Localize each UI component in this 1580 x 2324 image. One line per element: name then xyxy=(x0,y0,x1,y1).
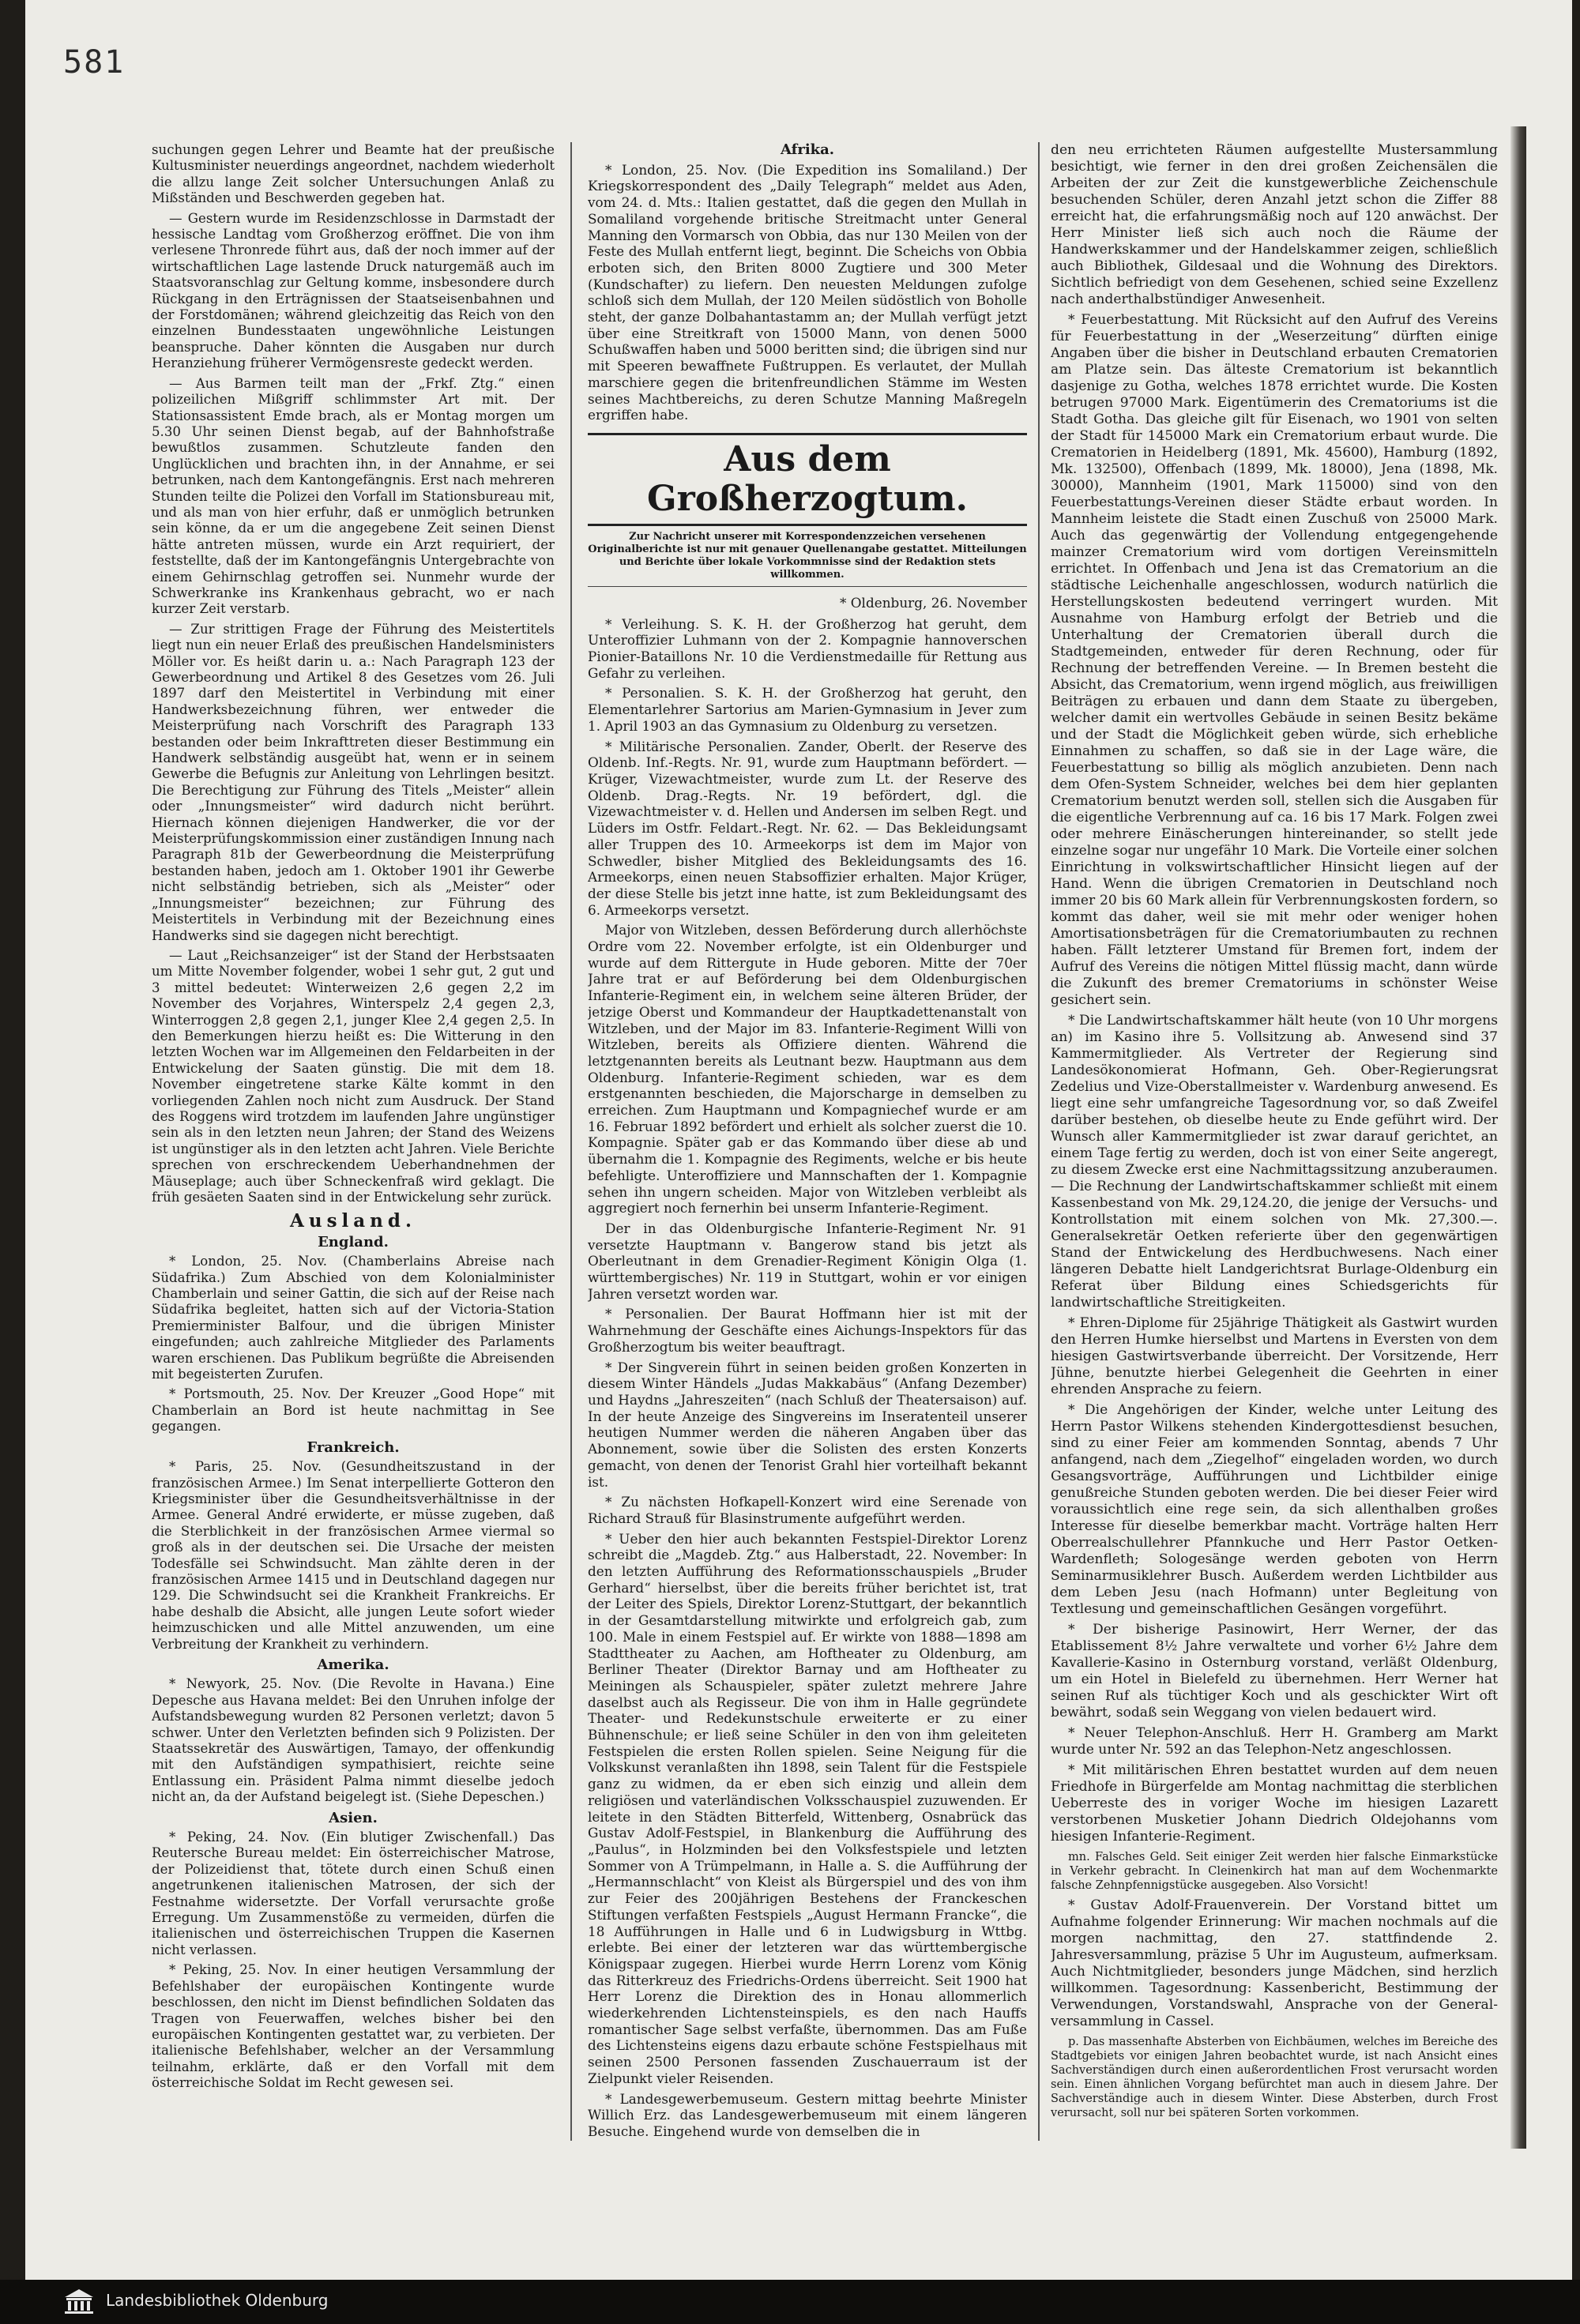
subheading-afrika: Afrika. xyxy=(780,142,835,158)
article-paragraph: — Laut „Reichsanzeiger“ ist der Stand der Herbstsaaten um Mitte November folgender, wobei 1 sehr gut, 2 gut und 3 mittel bedeutet: Winterweizen 2,6 gegen 2,2 im November des Vorjahres, Winterspelz 2,4 gegen 2,3, Winterroggen 2,8 gegen 2,1, junger Klee 2,4 gegen 2,5. In den Bemerkungen hierzu heißt es: Die Witterung in den letzten Wochen war im Allgemeinen den Feldarbeiten in der Entwickelung der Saaten günstig. Die mit dem 18. November eingetretene starke Kälte kommt in den vorliegenden Zahlen noch nicht zum Ausdruck. Der Stand des Roggens wird trotzdem im laufenden Jahre ungünstiger sein als in den letzten neun Jahren; der Stand des Weizens ist ungünstiger als in den letzten acht Jahren. Viele Berichte sprechen von erschreckendem Ueberhandnehmen der Mäuseplage; auch über Schneckenfraß wird geklagt. Die früh gesäeten Saaten sind in der Entwickelung sehr zurück. xyxy=(152,947,555,1205)
article-paragraph: * Peking, 24. Nov. (Ein blutiger Zwischenfall.) Das Reutersche Bureau meldet: Ein österreichischer Matrose, der Polizeidienst that, tötete durch einen Schuß einen angetrunkenen italienischen Matrosen, der sich der Festnahme widersetzte. Der Vorfall verursachte große Erregung. Um Zusammenstöße zu vermeiden, dürfen die italienischen und österreichischen Truppen die Kasernen nicht verlassen. xyxy=(152,1829,555,1957)
article-paragraph: * Landesgewerbemuseum. Gestern mittag beehrte Minister Willich Erz. das Landesgewerbemuseum mit einem längeren Besuche. Eingehend wurde von demselben die in xyxy=(588,2090,1027,2139)
article-paragraph: * Portsmouth, 25. Nov. Der Kreuzer „Good Hope“ mit Chamberlain an Bord ist heute nachmittag in See gegangen. xyxy=(152,1386,555,1435)
article-paragraph: * Ehren-Diplome für 25jährige Thätigkeit als Gastwirt wurden den Herren Humke hierselbst und Martens in Eversten von dem hiesigen Gastwirtsverbande überreicht. Der Vorsitzende, Herr Jühne, benutzte hierbei Gelegenheit die Geehrten in einer ehrenden Ansprache zu feiern. xyxy=(1051,1315,1498,1397)
article-paragraph-small: p. Das massenhafte Absterben von Eichbäumen, welches im Bereiche des Stadtgebiets vor einigen Jahren beobachtet wurde, ist nach Ansicht eines Sachverständigen durch einen außerordentlichen Frost verursacht worden sein. Einen ähnlichen Vorgang befürchtet man auch in diesem Jahre. Der Sachverständige auch in diesem Winter. Diese Absterben, durch Frost verursacht, soll nur bei späteren Sorten vorkommen. xyxy=(1051,2036,1498,2119)
article-paragraph: * Der Singverein führt in seinen beiden großen Konzerten in diesem Winter Händels „Judas Makkabäus“ (Anfang Dezember) und Haydns „Jahreszeiten“ (nach Schluß der Theatersaison) auf. In der heute Anzeige des Singvereins im Inseratenteil unserer heutigen Nummer werden die näheren Angaben über das Abonnement, sowie über die Solisten des ersten Konzerts gemacht, von denen der Tenorist Grahl hier vorteilhaft bekannt ist. xyxy=(588,1359,1027,1490)
article-paragraph: * Personalien. Der Baurat Hoffmann hier ist mit der Wahrnehmung der Geschäfte eines Aichungs-Inspektors für das Großherzogtum bis weiter beauftragt. xyxy=(588,1306,1027,1355)
section-heading-ausland: Ausland. xyxy=(290,1210,416,1232)
article-paragraph: * Zu nächsten Hofkapell-Konzert wird eine Serenade von Richard Strauß für Blasinstrumente aufgeführt werden. xyxy=(588,1494,1027,1526)
article-paragraph: den neu errichteten Räumen aufgestellte Mustersammlung besichtigt, wie ferner in den drei großen Zeichensälen die Arbeiten der zur Zeit die kunstgewerbliche Zeichenschule besuchenden Schüler, deren Anzahl jetzt schon die Ziffer 88 erreicht hat, die erfahrungsmäßig noch auf 120 anwächst. Der Herr Minister ließ sich auch noch die Räume der Handwerkskammer und der Handelskammer zeigen, schließlich auch Bibliothek, Gildesaal und die Wohnung des Direktors. Sichtlich befriedigt von dem Gesehenen, schied seine Exzellenz nach anderthalbstündiger Anwesenheit. xyxy=(1051,142,1498,307)
article-paragraph: — Gestern wurde im Residenzschlosse in Darmstadt der hessische Landtag vom Großherzog eröffnet. Die von ihm verlesene Thronrede führt aus, daß der noch immer auf der wirtschaftlichen Lage lastende Druck naturgemäß auch im Staatsvoranschlag zur Geltung komme, insbesondere durch Rückgang in den Erträgnissen der Staatseisenbahnen und der Forstdomänen; während gleichzeitig das Reich von den einzelnen Bundesstaaten ungewöhnliche Leistungen beanspruche. Daher könnten die Ausgaben nur durch Heranziehung früherer Vermögensreste gedeckt werden. xyxy=(152,210,555,371)
article-paragraph: * Die Landwirtschaftskammer hält heute (von 10 Uhr morgens an) im Kasino ihre 5. Vollsitzung ab. Anwesend sind 37 Kammermitglieder. Als Vertreter der Regierung sind Landesökonomierat Hofmann, Geh. Ober-Regierungsrat Zedelius und Vize-Oberstallmeister v. Wardenburg anwesend. Es liegt eine sehr umfangreiche Tagesordnung vor, so daß Zweifel darüber bestehen, ob dieselbe heute zu Ende geführt wird. Der Wunsch aller Kammermitglieder ist zwar darauf gerichtet, an einem Tage fertig zu werden, doch ist von einer Seite angeregt, zu diesem Zwecke erst eine Nachmittagssitzung anzuberaumen. — Die Rechnung der Landwirtschaftskammer schließt mit einem Kassenbestand von Mk. 29,124.20, die jenige der Versuchs- und Kontrollstation mit einem solchen von Mk. 27,300.—. Generalsekretär Oetken referierte über den gegenwärtigen Stand der Entwickelung des Herdbuchwesens. Nach einer längeren Debatte hielt Landgerichtsrat Burlage-Oldenburg ein Referat über Bildung eines Schiedsgerichts für landwirtschaftliche Streitigkeiten. xyxy=(1051,1013,1498,1311)
article-paragraph: * London, 25. Nov. (Die Expedition ins Somaliland.) Der Kriegskorrespondent des „Daily Telegraph“ meldet aus Aden, vom 24. d. Mts.: Italien gestattet, daß die gegen den Mullah in Somaliland vorgehende britische Streitmacht unter General Manning den Vormarsch von Obbia, das nur 130 Meilen von der Feste des Mullah entfernt liegt, beginnt. Die Scheichs von Obbia erboten sich, den Briten 8000 Zugtiere und 300 Meter (Kundschafter) zu liefern. Den neuesten Meldungen zufolge schloß sich dem Mullah, der 120 Meilen südöstlich von Boholle steht, der ganze Dolbahantastamm an; der Mullah verfügt jetzt über eine Streitkraft von 15000 Mann, von denen 5000 Schußwaffen haben und 5000 beritten sind; die übrigen sind nur mit Speeren bewaffnete Fußtruppen. Es verlautet, der Mullah marschiere gegen die britenfreundlichen Stämme im Westen seines Machtbereichs, zu deren Schutze Manning Maßregeln ergriffen habe. xyxy=(588,161,1027,423)
subheading-england: England. xyxy=(318,1233,389,1250)
article-paragraph: — Aus Barmen teilt man der „Frkf. Ztg.“ einen polizeilichen Mißgriff schlimmster Art mit. Der Stationsassistent Emde brach, als er Montag morgen um 5.30 Uhr seinen Dienst begab, auf der Bahnhofstraße bewußtlos zusammen. Schutzleute fanden den Unglücklichen und brachten ihn, in der Annahme, er sei betrunken, nach dem Kantongefängnis. Erst nach mehreren Stunden teilte die Polizei den Vorfall im Stationsbureau mit, und als man von hier erfuhr, daß er unmöglich betrunken sein könne, da er um die angegebene Zeit seinen Dienst hätte antreten müssen, wurde ein Arzt requiriert, der feststellte, daß der im Kantongefängnis Untergebrachte von einem Gehirnschlag getroffen sei. Nunmehr wurde der Schwerkranke ins Krankenhaus gebracht, wo er nach kurzer Zeit verstarb. xyxy=(152,375,555,617)
column-2 xyxy=(588,142,1027,2141)
section-title-grossherzogtum: Aus dem Großherzogtum. xyxy=(588,433,1027,526)
article-paragraph: * London, 25. Nov. (Chamberlains Abreise nach Südafrika.) Zum Abschied von dem Kolonialminister Chamberlain und seiner Gattin, die sich auf der Reise nach Südafrika begleitet, hatten sich auf der Victoria-Station Premierminister Balfour, und die übrigen Minister eingefunden; auch zahlreiche Mitglieder des Parlaments waren erschienen. Das Publikum begrüßte die Abreisenden mit begeisterten Zurufen. xyxy=(152,1254,555,1382)
article-paragraph: * Neuer Telephon-Anschluß. Herr H. Gramberg am Markt wurde unter Nr. 592 an das Telephon-Netz angeschlossen. xyxy=(1051,1725,1498,1758)
article-paragraph: * Militärische Personalien. Zander, Oberlt. der Reserve des Oldenb. Inf.-Regts. Nr. 91, wurde zum Hauptmann befördert. — Krüger, Vizewachtmeister, wurde zum Lt. der Reserve des Oldenb. Drag.-Regts. Nr. 19 befördert, dgl. die Vizewachtmeister v. d. Hellen und Andersen im selben Regt. und Lüders im Ostfr. Feldart.-Regt. Nr. 62. — Das Bekleidungsamt aller Truppen des 10. Armeekorps ist dem im Major von Schwedler, bisher Mitglied des Bekleidungsamts des 16. Armeekorps, einen neuen Stabsoffizier erhalten. Major Krüger, der diese Stelle bis jetzt inne hatte, ist zum Bekleidungsamt des 6. Armeekorps versetzt. xyxy=(588,738,1027,918)
library-name: Landesbibliothek Oldenburg xyxy=(106,2291,329,2310)
article-paragraph: Major von Witzleben, dessen Beförderung durch allerhöchste Ordre vom 22. November erfolgte, ist ein Oldenburger und wurde auf dem Rittergute in Hude geboren. Mitte der 70er Jahre trat er auf Beförderung bei dem Oldenburgischen Infanterie-Regiment ein, in welchem seine älteren Brüder, der jetzige Oberst und Kommandeur der Hauptkadettenanstalt von Witzleben, und der Major im 83. Infanterie-Regiment Willi von Witzleben, bereits als Offiziere dienten. Während die letztgenannten bereits als Leutnant bezw. Hauptmann aus dem Oldenburg. Infanterie-Regiment schieden, war es dem erstgenannten beschieden, die Majorscharge in demselben zu erreichen. Zum Hauptmann und Kompagniechef wurde er am 16. Februar 1892 befördert und erhielt als solcher zuerst die 10. Kompagnie. Später gab er das Kommando über diese ab und übernahm die 1. Kompagnie des Regiments, welche er bis heute befehligte. Unteroffiziere und Mannschaften der 1. Kompagnie sehen ihn ungern scheiden. Major von Witzleben verbleibt als aggregiert noch fernerhin bei unserm Infanterie-Regiment. xyxy=(588,922,1027,1217)
subheading-frankreich: Frankreich. xyxy=(307,1438,400,1456)
subheading-asien: Asien. xyxy=(329,1809,378,1826)
article-paragraph: * Feuerbestattung. Mit Rücksicht auf den Aufruf des Vereins für Feuerbestattung in der „Weserzeitung“ dürften einige Angaben über die bisher in Deutschland erbauten Crematorien am Platze sein. Das älteste Crematorium ist bekanntlich dasjenige zu Gotha, welches 1878 errichtet wurde. Die Kosten betrugen 97000 Mark. Eigentümerin des Crematoriums ist die Stadt Gotha. Das gleiche gilt für Eisenach, wo 1901 von selten der Stadt für 145000 Mark ein Crematorium erbaut wurde. Die Crematorien in Heidelberg (1891, Mk. 45600), Hamburg (1892, Mk. 132500), Offenbach (1899, Mk. 18000), Jena (1898, Mk. 30000), Mannheim (1901, Mark 115000) sind von den Feuerbestattungs-Vereinen dieser Städte erbaut worden. In Mannheim leistete die Stadt einen Zuschuß von 25000 Mark. Auch das gegenwärtig der Vollendung entgegengehende mainzer Crematorium wird vom dortigen Vereinsmitteln errichtet. In Offenbach und Jena ist das Crematorium an die städtische Leichenhalle angeschlossen, wodurch natürlich die Herstellungskosten bedeutend verringert wurden. Mit Ausnahme von Hamburg erfolgt der Betrieb und die Unterhaltung der Crematorien überall durch die Stadtgemeinden, entweder für deren Rechnung, oder für Rechnung der betreffenden Vereine. — In Bremen besteht die Absicht, das Crematorium, wenn irgend möglich, aus freiwilligen Beiträgen zu erbauen und dann dem Staate zu übergeben, welcher damit ein wertvolles Gebäude in seinen Besitz bekäme und der Stadt die Möglichkeit geben würde, sich erhebliche Einnahmen zu schaffen, so daß sie in der Lage wäre, die Feuerbestattung so billig als möglich anzubieten. Denn nach dem Ofen-System Schneider, welches bei dem hier geplanten Crematorium benutzt werden soll, stellen sich die Ausgaben für die eigentliche Verbrennung auf ca. 16 bis 17 Mark. Folgen zwei oder mehrere Einäscherungen hintereinander, so stellt jede einzelne sogar nur ungefähr 10 Mark. Die Vorteile einer solchen Einrichtung in volkswirtschaftlicher Hinsicht liegen auf der Hand. Wenn die übrigen Crematorien in Deutschland noch immer 20 bis 60 Mark allein für Verbrennungskosten fordern, so kommt das daher, weil sie mit mehr oder weniger hohen Amortisationsbeträgen für die Crematoriumbauten zu rechnen haben. Fällt letzterer Umstand für Bremen fort, indem der Aufruf des Vereins die nötigen Mittel flüssig macht, dann würde die Zukunft des bremer Crematoriums in schönster Weise gesichert sein. xyxy=(1051,312,1498,1008)
article-paragraph: * Verleihung. S. K. H. der Großherzog hat geruht, dem Unteroffizier Luhmann von der 2. Kompagnie hannoverschen Pionier-Bataillons Nr. 10 die Verdienstmedaille für Rettung aus Gefahr zu verleihen. xyxy=(588,615,1027,681)
article-paragraph: * Paris, 25. Nov. (Gesundheitszustand in der französischen Armee.) Im Senat interpellierte Gotteron den Kriegsminister über die Gesundheitsverhältnisse in der Armee. General André erwiderte, er müsse zugeben, daß die Sterblichkeit in der französischen Armee viermal so groß als in der deutschen sei. Die Ursache der meisten Todesfälle sei Schwindsucht. Man zählte deren in der französischen Armee 1415 und in Deutschland dagegen nur 129. Die Schwindsucht sei die Krankheit Frankreichs. Er habe deshalb die Absicht, alle jungen Leute sofort wieder heimzuschicken und alle Mittel anzuwenden, um eine Verbreitung der Krankheit zu verhindern. xyxy=(152,1459,555,1652)
editorial-notice: Zur Nachricht unserer mit Korrespondenzzeichen versehenen Originalberichte ist nur mit genauer Quellenangabe gestattet. Mitteilungen und Berichte über lokale Vorkommnisse sind der Redaktion stets willkommen. xyxy=(588,531,1027,587)
article-paragraph: * Ueber den hier auch bekannten Festspiel-Direktor Lorenz schreibt die „Magdeb. Ztg.“ aus Halberstadt, 22. November: In den letzten Aufführung des Reformationsschauspiels „Bruder Gerhard“ hierselbst, über die bereits früher berichtet ist, trat der Leiter des Spiels, Direktor Lorenz-Stuttgart, der bekanntlich in der Gesamtdarstellung mitwirkte und erfolgreich gab, zum 100. Male in einem Festspiel auf. Er wirkte von 1888—1898 am Stadttheater zu Aachen, am Hoftheater zu Oldenburg, am Berliner Theater (Direktor Barnay und am Hoftheater zu Meiningen als Schauspieler, später zuletzt mehrere Jahre daselbst auch als Regisseur. Die von ihm in Halle gegründete Theater- und Redekunstschule erweiterte er zu einer Bühnenschule; er ließ seine Schüler in den von ihm geleiteten Festspielen die ersten Rollen spielen. Seine Neigung für die Volkskunst veranlaßten ihn 1898, sein Talent für die Festspiele ganz zu widmen, da er eben sich einzig und allein dem religiösen und vaterländischen Volksschauspiel zuzuwenden. Er leitete in den Städten Bitterfeld, Wittenberg, Osnabrück das Gustav Adolf-Festspiel, in Blankenburg die Aufführung des „Paulus“, in Holzminden bei den Volksfestspiele und letzten Sommer von A Trümpelmann, in Halle a. S. die Aufführung der „Hermannschlacht“ von Kleist als Bürgerspiel und des von ihm zur Feier des 200jährigen Bestehens der Franckeschen Stiftungen verfaßten Festspiels „August Hermann Francke“, die 18 Aufführungen in Halle und 6 in Ludwigsburg in Wttbg. erlebte. Bei einer der letzteren war das württembergische Königspaar zugegen. Hierbei wurde Herrn Lorenz vom König das Ritterkreuz des Friedrichs-Ordens überreicht. Seit 1900 hat Herr Lorenz die Direktion des in Honau allommerlich wiederkehrenden Lichtensteinspiels, es den nach Hauffs romantischer Sage selbst verfaßte, übernommen. Das am Fuße des Lichtensteins eigens dazu erbaute schöne Festspielhaus mit seinen 2500 Personen fassenden Zuschauerraum ist der Zielpunkt vieler Reisenden. xyxy=(588,1530,1027,2086)
page-number: 581 xyxy=(63,44,126,81)
column-1 xyxy=(152,142,555,2133)
article-paragraph: suchungen gegen Lehrer und Beamte hat der preußische Kultusminister neuerdings angeordnet, nachdem wiederholt die allzu lange Zeit solcher Untersuchungen Anlaß zu Mißständen und Beschwerden gegeben hat. xyxy=(152,142,555,206)
column-rule-right xyxy=(1038,142,1040,2141)
article-paragraph: * Mit militärischen Ehren bestattet wurden auf dem neuen Friedhofe in Bürgerfelde am Montag nachmittag die sterblichen Ueberreste des in voriger Woche im hiesigen Lazarett verstorbenen Musketier Johann Diedrich Oldejohanns vom hiesigen Infanterie-Regiment. xyxy=(1051,1762,1498,1845)
dateline: * Oldenburg, 26. November xyxy=(839,594,1027,611)
article-paragraph: Der in das Oldenburgische Infanterie-Regiment Nr. 91 versetzte Hauptmann v. Bangerow stand bis jetzt als Oberleutnant in dem Grenadier-Regiment Königin Olga (1. württembergisches) Nr. 119 in Stuttgart, wohin er vor einigen Jahren versetzt worden war. xyxy=(588,1220,1027,1302)
article-paragraph-small: mn. Falsches Geld. Seit einiger Zeit werden hier falsche Einmarkstücke in Verkehr gebracht. In Cleinenkirch hat man auf dem Wochenmarkte falsche Zehnpfennigstücke ausgegeben. Also Vorsicht! xyxy=(1051,1851,1498,1892)
library-building-icon xyxy=(63,2288,95,2315)
column-rule-left xyxy=(570,142,572,2141)
article-paragraph: * Gustav Adolf-Frauenverein. Der Vorstand bittet um Aufnahme folgender Erinnerung: Wir machen nochmals auf die morgen nachmittag, den 27. stattfindende 2. Jahresversammlung, präzise 5 Uhr im Augusteum, aufmerksam. Auch Nichtmitglieder, besonders junge Mädchen, sind herzlich willkommen. Tagesordnung: Kassenbericht, Bestimmung der Verwendungen, Vorstandswahl, Ansprache von der General-versammlung in Cassel. xyxy=(1051,1897,1498,2029)
column-3 xyxy=(1051,142,1498,2141)
article-paragraph: * Peking, 25. Nov. In einer heutigen Versammlung der Befehlshaber der europäischen Kontingente wurde beschlossen, den nicht im Dienst befindlichen Soldaten das Tragen von Feuerwaffen, welches bisher bei den europäischen Kontingenten gestattet war, zu verbieten. Der italienische Befehlshaber, welcher an der Versammlung teilnahm, erklärte, daß er den Vorfall mit dem österreichische Soldat im Recht gewesen sei. xyxy=(152,1962,555,2091)
subheading-amerika: Amerika. xyxy=(317,1656,389,1673)
page-gutter-shadow xyxy=(1510,126,1526,2149)
article-paragraph: * Der bisherige Pasinowirt, Herr Werner, der das Etablissement 8½ Jahre verwaltete und vorher 6½ Jahre dem Kavallerie-Kasino in Osternburg vorstand, verläßt Oldenburg, um ein Hotel in Bielefeld zu übernehmen. Herr Werner hat seinen Ruf als tüchtiger Koch und als geschickter Wirt oft bewährt, sodaß sein Weggang von vielen bedauert wird. xyxy=(1051,1622,1498,1720)
article-paragraph: * Personalien. S. K. H. der Großherzog hat geruht, den Elementarlehrer Sartorius am Marien-Gymnasium in Jever zum 1. April 1903 an das Gymnasium zu Oldenburg zu versetzen. xyxy=(588,685,1027,734)
article-paragraph: * Die Angehörigen der Kinder, welche unter Leitung des Herrn Pastor Wilkens stehenden Kindergottesdienst besuchen, sind zu einer Feier am kommenden Sonntag, abends 7 Uhr anfangend, nach dem „Ziegelhof“ eingeladen worden, wo durch Gesangsvorträge, Aufführungen und Lichtbilder einige genußreiche Stunden geboten werden. Die bei dieser Feier wird voraussichtlich eine rege sein, da sich allenthalben großes Interesse für dieselbe bemerkbar macht. Vorträge halten Herr Oberrealschullehrer Pfannkuche und Herr Pastor Oetken-Wardenfleth; Sologesänge werden geboten von Herrn Seminarmusiklehrer Busch. Außerdem werden Lichtbilder aus dem Leben Jesu (nach Hofmann) unter Begleitung von Textlesung und gemeinschaftlichen Gesängen vorgeführt. xyxy=(1051,1402,1498,1617)
article-paragraph: — Zur strittigen Frage der Führung des Meistertitels liegt nun ein neuer Erlaß des preußischen Handelsministers Möller vor. Es heißt darin u. a.: Nach Paragraph 123 der Gewerbeordnung und Artikel 8 des Gesetzes vom 26. Juli 1897 darf den Meistertitel in Verbindung mit einer Handwerksbezeichnung führen, wer entweder die Meisterprüfung nach Vorschrift des Paragraph 133 bestanden oder beim Inkrafttreten dieser Bestimmung ein Handwerk selbständig ausgeübt hat, wenn er in seinem Gewerbe die Befugnis zur Anleitung von Lehrlingen besitzt. Die Berechtigung zur Führung des Titels „Meister“ allein oder „Innungsmeister“ wird dadurch nicht berührt. Hiernach können diejenigen Handwerker, die vor der Meisterprüfungskommission einer zuständigen Innung nach Paragraph 81b der Gewerbeordnung die Meisterprüfung bestanden haben, jedoch am 1. Oktober 1901 ihr Gewerbe nicht selbständig betrieben, sich als „Meister“ oder „Innungsmeister“ bezeichnen; zur Führung des Meistertitels in Verbindung mit der Bezeichnung eines Handwerks sind sie dagegen nicht berechtigt. xyxy=(152,621,555,943)
article-paragraph: * Newyork, 25. Nov. (Die Revolte in Havana.) Eine Depesche aus Havana meldet: Bei den Unruhen infolge der Aufstandsbewegung wurden 82 Personen verletzt; davon 5 schwer. Unter den Verletzten befinden sich 9 Polizisten. Der Staatssekretär des Auswärtigen, Tamayo, der offenkundig mit den Aufständigen sympathisiert, reichte seine Entlassung ein. Präsident Palma nimmt dieselbe jedoch nicht an, da der Aufstand beigelegt ist. (Siehe Depeschen.) xyxy=(152,1676,555,1805)
